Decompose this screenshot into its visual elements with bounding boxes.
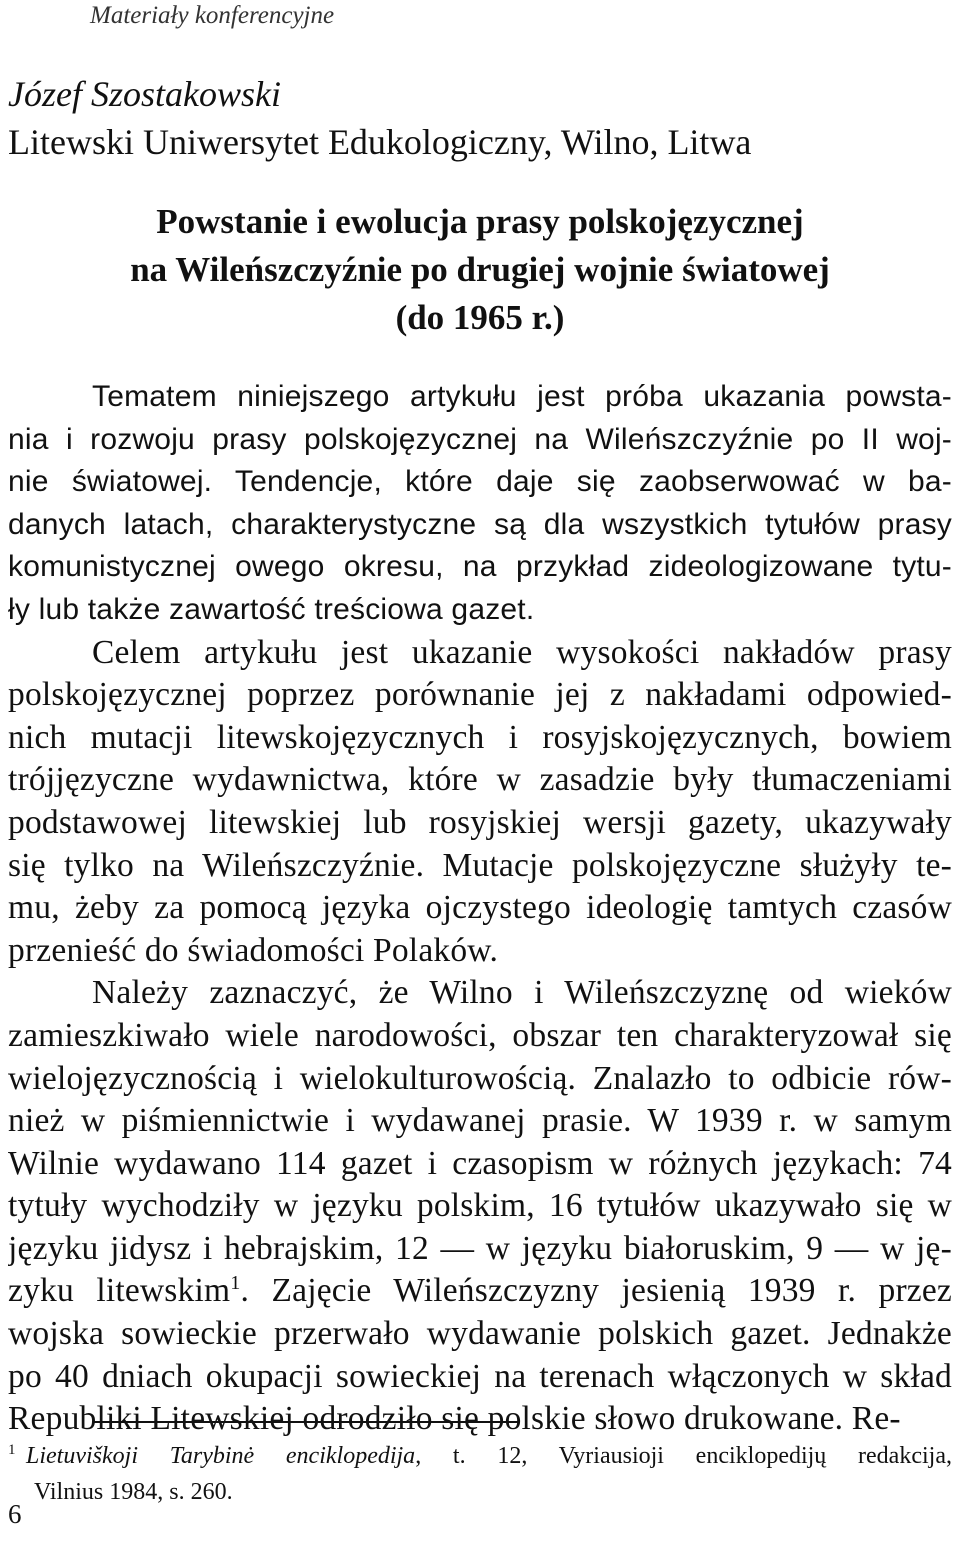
article-body xyxy=(8,376,952,1441)
paragraph-1 xyxy=(8,376,952,632)
footnote-text: , t. 12, Vyriausioji enciklopedijų redakcija, xyxy=(415,1443,952,1469)
footnote-source-title: Lietuviškoji Tarybinė enciklopedija xyxy=(26,1443,416,1469)
article-title xyxy=(0,198,960,342)
text-line: wojska sowieckie przerwało wydawanie polskich gazet. Jednakże xyxy=(8,1315,952,1353)
text-line: polskojęzycznej poprzez porównanie jej z nakładami odpowied- xyxy=(8,676,952,714)
text-line: komunistycznej owego okresu, na przykład zideologizowane tytu- xyxy=(8,550,952,584)
author-affiliation: Litewski Uniwersytet Edukologiczny, Wilno, Litwa xyxy=(8,122,752,162)
text-line-with-footnote xyxy=(8,1270,952,1313)
paragraph-3 xyxy=(8,972,952,1441)
text-fragment: . Zajęcie Wileńszczyzny jesienią 1939 r. przez xyxy=(240,1272,952,1310)
text-line: po 40 dniach okupacji sowieckiej na terenach włączonych w skład xyxy=(8,1357,952,1395)
text-line: nież w piśmiennictwie i wydawanej prasie. W 1939 r. w samym xyxy=(8,1102,952,1140)
footnote-marker: 1 xyxy=(230,1272,241,1295)
author-name: Józef Szostakowski xyxy=(8,74,281,114)
text-line: nie światowej. Tendencje, które daje się zaobserwować w ba- xyxy=(8,465,952,499)
text-line: wielojęzycznością i wielokulturowością. Znalazło to odbicie rów- xyxy=(8,1059,952,1097)
text-line: języku jidysz i hebrajskim, 12 — w języku białoruskim, 9 — w ję- xyxy=(8,1229,952,1267)
title-line: na Wileńszczyźnie po drugiej wojnie światowej xyxy=(130,250,830,289)
text-line: Wilnie wydawano 114 gazet i czasopism w różnych językach: 74 xyxy=(8,1144,952,1182)
text-line: tytuły wychodziły w języku polskim, 16 tytułów ukazywało się w xyxy=(8,1187,952,1225)
text-line: mu, żeby za pomocą języka ojczystego ideologię tamtych czasów xyxy=(8,889,952,927)
text-line: Należy zaznaczyć, że Wilno i Wileńszczyznę od wieków xyxy=(92,974,952,1012)
text-line: podstawowej litewskiej lub rosyjskiej wersji gazety, ukazywały xyxy=(8,803,952,841)
footnote-line xyxy=(8,1438,952,1474)
text-line: ły lub także zawartość treściowa gazet. xyxy=(8,592,535,626)
paragraph-2 xyxy=(8,632,952,973)
text-line: Celem artykułu jest ukazanie wysokości nakładów prasy xyxy=(92,633,952,671)
title-line: Powstanie i ewolucja prasy polskojęzycznej xyxy=(156,202,804,241)
footnote-line: Vilnius 1984, s. 260. xyxy=(34,1479,233,1505)
text-line: nia i rozwoju prasy polskojęzycznej na Wileńszczyźnie po II woj- xyxy=(8,422,952,456)
running-head: Materiały konferencyjne xyxy=(90,2,335,29)
text-fragment: zyku litewskim xyxy=(8,1272,231,1310)
text-line: zamieszkiwało wiele narodowości, obszar ten charakteryzował się xyxy=(8,1016,952,1054)
text-line: danych latach, charakterystyczne są dla wszystkich tytułów prasy xyxy=(8,507,952,541)
text-line: przenieść do świadomości Polaków. xyxy=(8,931,499,969)
footnote xyxy=(8,1438,952,1510)
text-line: nich mutacji litewskojęzycznych i rosyjskojęzycznych, bowiem xyxy=(8,718,952,756)
text-line: Tematem niniejszego artykułu jest próba ukazania powsta- xyxy=(92,380,952,413)
page-number: 6 xyxy=(8,1499,22,1529)
footnote-separator xyxy=(92,1421,520,1423)
text-line: trójjęzyczne wydawnictwa, które w zasadzie były tłumaczeniami xyxy=(8,761,952,799)
title-line: (do 1965 r.) xyxy=(395,298,565,337)
footnote-number: 1 xyxy=(8,1442,16,1458)
text-line: Republiki Litewskiej odrodziło się polskie słowo drukowane. Re- xyxy=(8,1400,901,1438)
text-line: się tylko na Wileńszczyźnie. Mutacje polskojęzyczne służyły te- xyxy=(8,846,952,884)
